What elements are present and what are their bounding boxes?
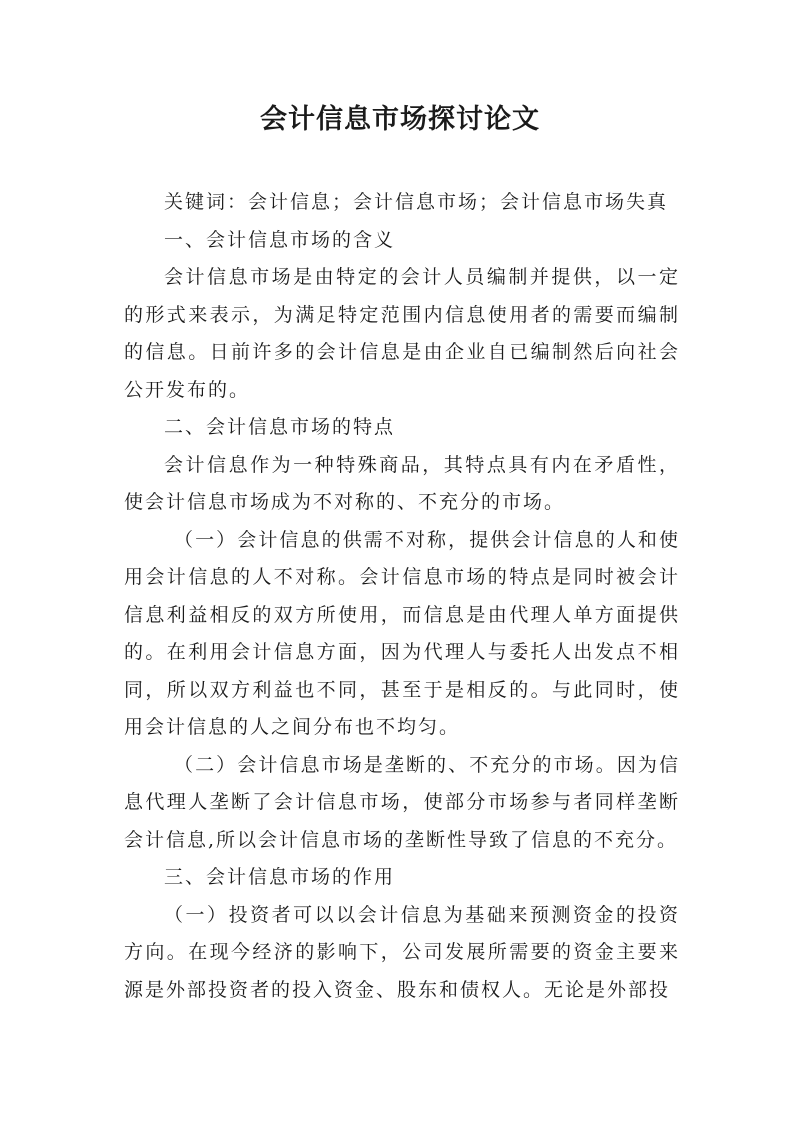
section-heading-2: 二、会计信息市场的特点 [164, 416, 396, 438]
paragraph-5: （一）投资者可以以会计信息为基础来预测资金的投资方向。在现今经济的影响下，公司发展所需要的资金主要来源是外部投资者的投入资金、股东和债权人。无论是外部投 [124, 903, 680, 1001]
paragraph-3: （一）会计信息的供需不对称，提供会计信息的人和使用会计信息的人不对称。会计信息市场的特点是同时被会计信息利益相反的双方所使用，而信息是由代理人单方面提供的。在利用会计信息方面，因为代理人与委托人出发点不相同，所以双方利益也不同，甚至于是相反的。与此同时，使用会计信息的人之间分布也不均匀。 [124, 528, 680, 738]
paragraph-2: 会计信息作为一种特殊商品，其特点具有内在矛盾性，使会计信息市场成为不对称的、不充分的市场。 [124, 453, 680, 513]
section-heading-3: 三、会计信息市场的作用 [164, 866, 396, 888]
document-body [124, 184, 680, 1009]
paragraph-4: （二）会计信息市场是垄断的、不充分的市场。因为信息代理人垄断了会计信息市场，使部分市场参与者同样垄断会计信息,所以会计信息市场的垄断性导致了信息的不充分。 [124, 753, 680, 851]
paragraph-1: 会计信息市场是由特定的会计人员编制并提供，以一定的形式来表示，为满足特定范围内信息使用者的需要而编制的信息。日前许多的会计信息是由企业自已编制然后向社会公开发布的。 [124, 266, 680, 401]
document-title: 会计信息市场探讨论文 [260, 104, 540, 135]
section-heading-1: 一、会计信息市场的含义 [164, 228, 396, 251]
keywords-line: 关键词：会计信息；会计信息市场；会计信息市场失真 [164, 191, 669, 213]
